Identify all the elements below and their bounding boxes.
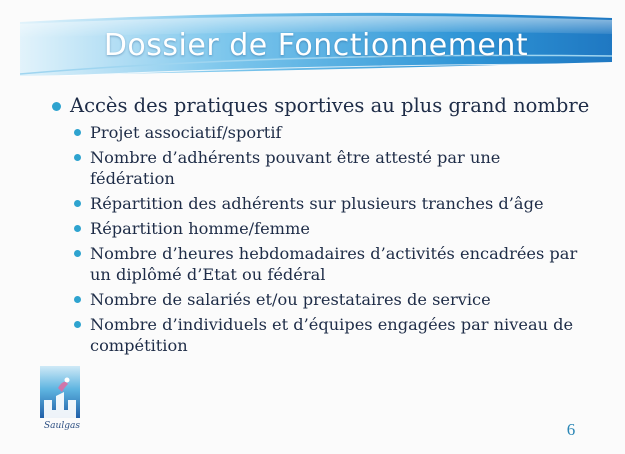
slide-content <box>50 92 590 360</box>
list-item <box>50 289 590 310</box>
list-item-text: Projet associatif/sportif <box>90 123 282 142</box>
sub-bullet-list <box>50 122 590 356</box>
logo-text: Saulgas <box>44 421 80 431</box>
list-item-text: Nombre de salariés et/ou prestataires de service <box>90 290 491 309</box>
bullet-icon <box>74 129 81 136</box>
athlete-figure-icon <box>34 366 86 422</box>
slide-title: Dossier de Fonctionnement <box>103 28 529 63</box>
bullet-icon <box>74 154 81 161</box>
main-bullet-item <box>50 92 590 120</box>
list-item-text-continued: un diplômé d’Etat ou fédéral <box>90 265 326 284</box>
list-item <box>50 314 590 356</box>
list-item-text: Répartition des adhérents sur plusieurs tranches d’âge <box>90 194 544 213</box>
club-logo <box>34 366 86 442</box>
list-item <box>50 243 590 285</box>
bullet-icon <box>74 296 81 303</box>
title-banner <box>20 12 612 78</box>
list-item <box>50 218 590 239</box>
list-item <box>50 193 590 214</box>
list-item-text: Nombre d’individuels et d’équipes engagées par niveau de <box>90 315 574 334</box>
bullet-icon <box>74 250 81 257</box>
list-item <box>50 122 590 143</box>
bullet-icon <box>52 102 61 111</box>
bullet-icon <box>74 225 81 232</box>
list-item-text: Nombre d’heures hebdomadaires d’activités encadrées par <box>90 244 578 263</box>
list-item <box>50 147 590 189</box>
bullet-icon <box>74 321 81 328</box>
page-number: 6 <box>566 420 576 439</box>
list-item-text-continued: compétition <box>90 336 188 355</box>
list-item-text: Répartition homme/femme <box>90 219 310 238</box>
list-item-text: Nombre d’adhérents pouvant être attesté par une fédération <box>90 148 501 188</box>
main-item-text: Accès des pratiques sportives au plus grand nombre <box>70 94 590 117</box>
bullet-icon <box>74 200 81 207</box>
